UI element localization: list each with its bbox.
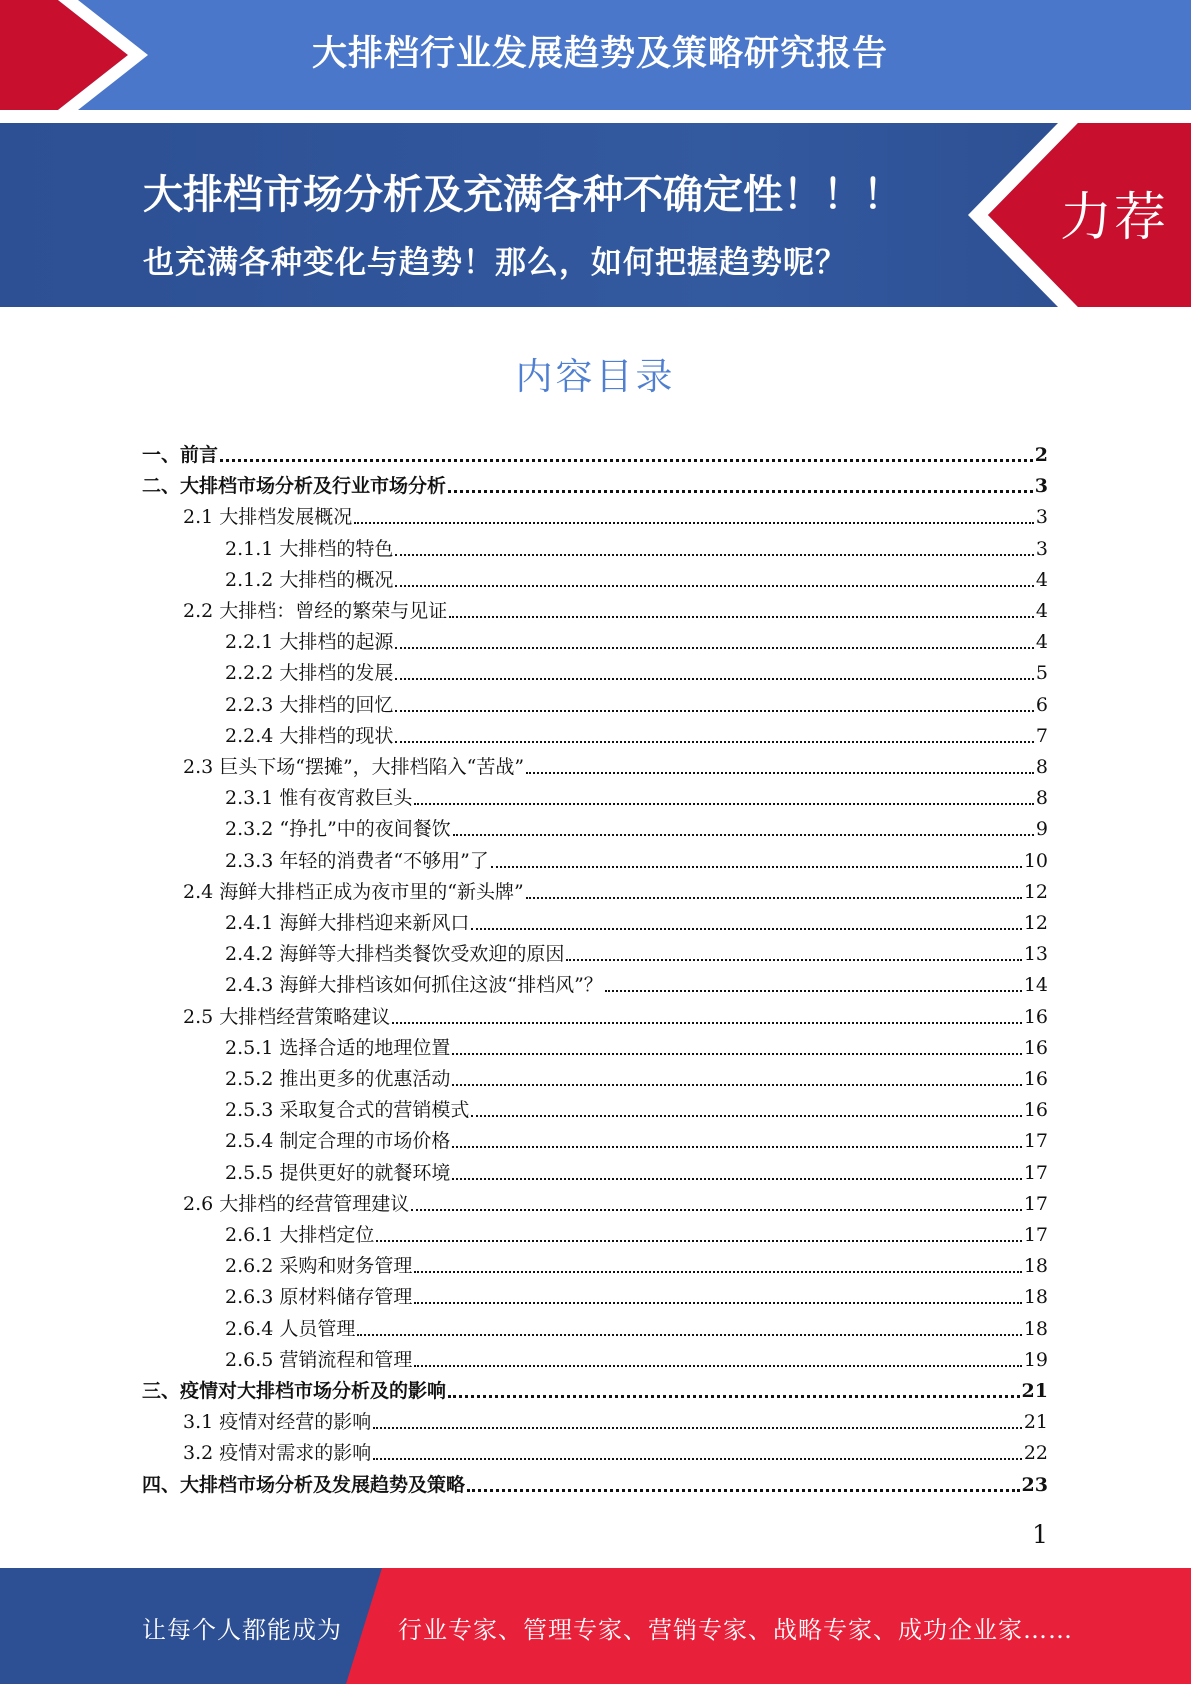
- toc-entry-title: 2.4.2 海鲜等大排档类餐饮受欢迎的原因: [225, 943, 565, 966]
- toc-entry-title: 2.2 大排档：曾经的繁荣与见证: [183, 600, 448, 622]
- toc-leader-dots: [395, 678, 1034, 680]
- toc-entry-title: 2.4.1 海鲜大排档迎来新风口: [225, 912, 470, 934]
- slogan-banner: [0, 123, 1191, 307]
- toc-entry-title: 二、大排档市场分析及行业市场分析: [142, 475, 447, 498]
- toc-entry[interactable]: [225, 562, 1048, 593]
- toc-entry[interactable]: [225, 687, 1048, 718]
- toc-entry-page: 18: [1023, 1255, 1048, 1278]
- toc-entry-title: 2.1.2 大排档的概况: [225, 568, 394, 591]
- toc-entry[interactable]: [225, 531, 1048, 562]
- toc-entry-page: 6: [1035, 693, 1048, 716]
- toc-entry-title: 2.6.4 人员管理: [225, 1317, 356, 1340]
- toc-entry[interactable]: [225, 967, 1048, 998]
- toc-entry-page: 4: [1035, 600, 1048, 622]
- toc-entry-title: 2.5.5 提供更好的就餐环境: [225, 1161, 451, 1184]
- header-red-arrow-icon: [0, 0, 160, 110]
- toc-entry-page: 22: [1023, 1442, 1048, 1465]
- toc-entry-title: 2.4 海鲜大排档正成为夜市里的“新头牌”: [183, 880, 524, 903]
- toc-leader-dots: [395, 741, 1034, 743]
- footer-slogan: 让每个人都能成为: [142, 1616, 342, 1644]
- toc-entry-page: 17: [1023, 1161, 1048, 1184]
- toc-entry-title: 2.6.3 原材料储存管理: [225, 1286, 413, 1309]
- toc-leader-dots: [452, 1053, 1021, 1055]
- toc-entry[interactable]: [183, 749, 1048, 780]
- toc-entry-page: 7: [1035, 724, 1048, 747]
- toc-entry[interactable]: [225, 936, 1048, 967]
- toc-leader-dots: [395, 710, 1034, 712]
- toc-entry-title: 2.6.1 大排档定位: [225, 1224, 375, 1246]
- toc-entry[interactable]: [225, 655, 1048, 686]
- toc-entry-title: 四、大排档市场分析及发展趋势及策略: [142, 1473, 466, 1496]
- toc-entry-title: 2.3.2 “挣扎”中的夜间餐饮: [225, 818, 451, 841]
- toc-entry-page: 16: [1023, 1036, 1048, 1059]
- toc-entry-page: 16: [1023, 1099, 1048, 1122]
- toc-entry-page: 17: [1023, 1224, 1048, 1246]
- toc-leader-dots: [452, 1178, 1021, 1180]
- toc-heading: 内容目录: [515, 355, 676, 398]
- toc-entry-page: 8: [1035, 787, 1048, 810]
- toc-leader-dots: [373, 1458, 1022, 1460]
- toc-leader-dots: [395, 647, 1034, 649]
- toc-entry-title: 2.2.2 大排档的发展: [225, 662, 394, 685]
- toc-entry-page: 17: [1023, 1192, 1048, 1215]
- toc-entry[interactable]: [225, 811, 1048, 842]
- toc-leader-dots: [392, 1022, 1022, 1024]
- toc-entry-title: 2.5.2 推出更多的优惠活动: [225, 1068, 451, 1090]
- toc-entry-title: 2.1.1 大排档的特色: [225, 537, 394, 560]
- toc-entry[interactable]: [225, 1061, 1048, 1092]
- toc-entry-title: 2.2.3 大排档的回忆: [225, 693, 394, 716]
- toc-entry-page: 4: [1035, 568, 1048, 591]
- toc-entry-page: 12: [1023, 880, 1048, 903]
- toc-leader-dots: [411, 1209, 1022, 1211]
- toc-entry-page: 2: [1034, 444, 1048, 466]
- toc-entry-title: 三、疫情对大排档市场分析及的影响: [142, 1380, 447, 1402]
- toc-leader-dots: [605, 990, 1022, 992]
- toc-leader-dots: [357, 1334, 1021, 1336]
- toc-entry[interactable]: [183, 1435, 1048, 1466]
- toc-leader-dots: [414, 1365, 1021, 1367]
- toc-leader-dots: [471, 928, 1021, 930]
- toc-entry-page: 16: [1023, 1068, 1048, 1090]
- toc-entry[interactable]: [225, 1092, 1048, 1123]
- toc-entry-title: 2.5 大排档经营策略建议: [183, 1005, 391, 1028]
- toc-entry-page: 3: [1035, 537, 1048, 560]
- toc-entry-page: 21: [1023, 1411, 1048, 1434]
- toc-entry[interactable]: [225, 1155, 1048, 1186]
- toc-entry[interactable]: [142, 437, 1048, 468]
- toc-entry[interactable]: [225, 1123, 1048, 1154]
- toc-entry[interactable]: [183, 499, 1048, 530]
- toc-entry-title: 2.5.1 选择合适的地理位置: [225, 1036, 451, 1059]
- toc-entry[interactable]: [225, 1248, 1048, 1279]
- toc-entry-title: 2.6.5 营销流程和管理: [225, 1348, 413, 1371]
- toc-entry[interactable]: [225, 780, 1048, 811]
- toc-entry-title: 3.2 疫情对需求的影响: [183, 1442, 372, 1465]
- toc-entry-page: 3: [1035, 506, 1048, 529]
- toc-leader-dots: [526, 772, 1034, 774]
- header-band: [0, 0, 1191, 110]
- toc-entry-title: 2.2.4 大排档的现状: [225, 724, 394, 747]
- toc-entry-page: 9: [1035, 818, 1048, 841]
- toc-entry[interactable]: [225, 718, 1048, 749]
- toc-leader-dots: [471, 1115, 1021, 1117]
- toc-leader-dots: [452, 1146, 1021, 1148]
- toc-entry[interactable]: [183, 593, 1048, 624]
- toc-entry-page: 23: [1021, 1473, 1048, 1496]
- toc-entry-title: 2.4.3 海鲜大排档该如何抓住这波“排档风”？: [225, 974, 603, 997]
- report-title: 大排档行业发展趋势及策略研究报告: [311, 34, 888, 74]
- toc-entry-title: 2.3.1 惟有夜宵救巨头: [225, 787, 413, 810]
- toc-leader-dots: [414, 1271, 1021, 1273]
- toc-entry-title: 2.5.3 采取复合式的营销模式: [225, 1099, 470, 1122]
- footer: [0, 1568, 1191, 1684]
- toc-entry-page: 17: [1023, 1130, 1048, 1153]
- toc-entry-page: 21: [1021, 1380, 1048, 1402]
- toc-entry-page: 19: [1023, 1348, 1048, 1371]
- toc-leader-dots: [566, 959, 1021, 961]
- toc-entry-page: 12: [1023, 912, 1048, 934]
- footer-roles: 行业专家、管理专家、营销专家、战略专家、成功企业家……: [398, 1616, 1073, 1644]
- banner-headline: 大排档市场分析及充满各种不确定性！！！: [143, 172, 903, 218]
- toc-entry-page: 10: [1023, 849, 1048, 872]
- toc-entry[interactable]: [225, 1279, 1048, 1310]
- toc-leader-dots: [414, 803, 1034, 805]
- toc-entry[interactable]: [142, 1373, 1048, 1404]
- toc-entry-page: 16: [1023, 1005, 1048, 1028]
- toc-entry[interactable]: [183, 999, 1048, 1030]
- toc-entry-title: 2.3 巨头下场“摆摊”，大排档陷入“苦战”: [183, 756, 525, 778]
- toc-entry-title: 2.3.3 年轻的消费者“不够用”了: [225, 849, 489, 872]
- toc-entry[interactable]: [225, 905, 1048, 936]
- toc-entry-page: 4: [1035, 631, 1048, 654]
- page-number: 1: [1032, 1520, 1048, 1549]
- toc-entry-page: 5: [1035, 662, 1048, 685]
- toc-leader-dots: [354, 522, 1034, 524]
- toc-entry-title: 2.6 大排档的经营管理建议: [183, 1192, 410, 1215]
- toc-leader-dots: [448, 490, 1033, 493]
- toc-entry-title: 一、前言: [142, 444, 219, 466]
- toc-entry[interactable]: [225, 1030, 1048, 1061]
- toc-entry-title: 2.2.1 大排档的起源: [225, 631, 394, 654]
- toc-entry-page: 18: [1023, 1317, 1048, 1340]
- toc-leader-dots: [452, 1084, 1021, 1086]
- toc-entry[interactable]: [225, 1217, 1048, 1248]
- toc-leader-dots: [526, 897, 1022, 899]
- toc-entry-page: 8: [1035, 756, 1048, 778]
- toc-leader-dots: [414, 1302, 1021, 1304]
- toc-leader-dots: [449, 616, 1034, 618]
- toc-leader-dots: [395, 585, 1034, 587]
- toc-entry-page: 3: [1034, 475, 1048, 498]
- toc-leader-dots: [373, 1427, 1022, 1429]
- toc-entry[interactable]: [183, 1404, 1048, 1435]
- toc-entry-page: 14: [1023, 974, 1048, 997]
- recommend-badge: 力荐: [1060, 188, 1169, 248]
- toc-entry-page: 13: [1023, 943, 1048, 966]
- banner-subheadline: 也充满各种变化与趋势！那么，如何把握趋势呢？: [143, 245, 847, 281]
- toc-entry[interactable]: [183, 874, 1048, 905]
- toc-leader-dots: [467, 1489, 1020, 1492]
- toc-entry-title: 3.1 疫情对经营的影响: [183, 1411, 372, 1434]
- toc-entry[interactable]: [225, 1311, 1048, 1342]
- toc-entry[interactable]: [142, 1467, 1048, 1498]
- toc-leader-dots: [453, 834, 1034, 836]
- toc-entry-page: 18: [1023, 1286, 1048, 1309]
- toc-entry-title: 2.6.2 采购和财务管理: [225, 1255, 413, 1278]
- toc-leader-dots: [376, 1240, 1021, 1242]
- toc-leader-dots: [491, 866, 1022, 868]
- toc-entry[interactable]: [183, 1186, 1048, 1217]
- toc-leader-dots: [448, 1395, 1020, 1398]
- toc-entry[interactable]: [142, 468, 1048, 499]
- toc-entry[interactable]: [225, 1342, 1048, 1373]
- toc-entry[interactable]: [225, 624, 1048, 655]
- toc-entry[interactable]: [225, 843, 1048, 874]
- toc-entry-title: 2.1 大排档发展概况: [183, 506, 353, 529]
- toc-leader-dots: [395, 554, 1034, 556]
- toc-entry-title: 2.5.4 制定合理的市场价格: [225, 1130, 451, 1153]
- toc-leader-dots: [220, 459, 1033, 462]
